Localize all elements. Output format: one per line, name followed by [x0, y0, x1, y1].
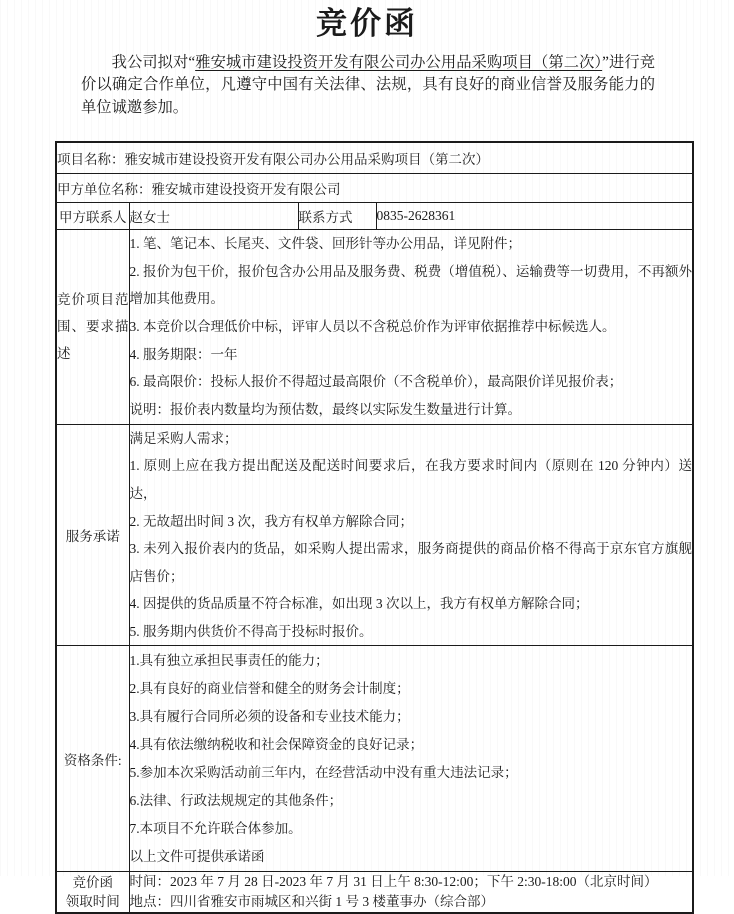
service-item: 3. 未列入报价表内的货品，如采购人提出需求，服务商提供的商品价格不得高于京东官方旗舰店售价； — [129, 541, 692, 584]
scope-item: 1. 笔、笔记本、长尾夹、文件袋、回形针等办公用品，详见附件； — [129, 236, 521, 252]
intro-suffix: ”进行竞价以确定合作单位，凡遵守中国有关法律、法规，具有良好的商业信誉及服务能力的单位诚邀参加。 — [81, 54, 655, 116]
service-item: 4. 因提供的货品质量不符合标准，如出现 3 次以上，我方有权单方解除合同； — [129, 596, 589, 612]
contact-person-name: 赵女士 — [129, 202, 298, 229]
service-item: 1. 原则上应在我方提出配送及配送时间要求后，在我方要求时间内（原则在 120 分钟内）送达， — [129, 458, 692, 501]
party-a-label: 甲方单位名称： — [57, 181, 152, 197]
qualification-item: 5.参加本次采购活动前三年内，在经营活动中没有重大违法记录； — [129, 764, 518, 780]
pickup-label-line2: 领取时间 — [65, 894, 120, 910]
row-scope — [56, 229, 693, 424]
pickup-time-value: 时间：2023 年 7 月 28 日-2023 年 7 月 31 日上午 8:30-12:00；下午 2:30-18:00（北京时间） — [129, 874, 658, 890]
scope-item: 2. 报价为包干价，报价包含办公用品及服务费、税费（增值税）、运输费等一切费用，不再额外增加其他费用。 — [129, 263, 692, 307]
qualification-content — [129, 646, 693, 872]
pickup-label-line1: 竞价函 — [72, 875, 113, 891]
qualification-item: 3.具有履行合同所必须的设备和专业技术能力； — [129, 708, 410, 724]
intro-prefix: 我公司拟对“ — [111, 54, 196, 71]
contact-method-label: 联系方式 — [298, 202, 376, 229]
scope-content — [129, 229, 693, 424]
service-commitment-content — [129, 424, 693, 646]
row-contact — [56, 202, 693, 229]
project-name-cell — [56, 142, 693, 173]
qualification-item: 4.具有依法缴纳税收和社会保障资金的良好记录； — [129, 736, 424, 752]
qualification-item: 以上文件可提供承诺函 — [129, 848, 265, 864]
qualification-item: 1.具有独立承担民事责任的能力； — [129, 652, 329, 668]
service-item: 2. 无故超出时间 3 次，我方有权单方解除合同； — [129, 513, 413, 529]
document-title: 竞价函 — [316, 6, 418, 41]
qualification-item: 6.法律、行政法规规定的其他条件； — [129, 792, 343, 808]
contact-person-label: 甲方联系人 — [56, 202, 129, 229]
row-service-commitment — [56, 424, 693, 646]
intro-project-name-underlined: 雅安城市建设投资开发有限公司办公用品采购项目（第二次） — [195, 54, 603, 71]
pickup-time-content — [129, 872, 693, 914]
row-qualification — [56, 646, 693, 872]
service-item: 5. 服务期内供货价不得高于投标时报价。 — [129, 623, 373, 639]
row-pickup-time — [56, 872, 693, 914]
pickup-time-label — [56, 872, 129, 914]
scope-label: 竞价项目范围、要求描述 — [56, 229, 129, 424]
pickup-place-value: 地点：四川省雅安市雨城区和兴街 1 号 3 楼董事办（综合部） — [129, 894, 494, 910]
scope-item: 说明：报价表内数量均为预估数，最终以实际发生数量进行计算。 — [129, 401, 521, 417]
project-name-value: 雅安城市建设投资开发有限公司办公用品采购项目（第二次） — [124, 151, 489, 167]
qualification-item: 2.具有良好的商业信誉和健全的财务会计制度； — [129, 680, 410, 696]
scope-item: 4. 服务期限：一年 — [129, 346, 238, 362]
scope-item: 3. 本竞价以合理低价中标，评审人员以不含税总价作为评审依据推荐中标候选人。 — [129, 318, 616, 334]
qualification-item: 7.本项目不允许联合体参加。 — [129, 820, 302, 836]
service-item: 满足采购人需求； — [129, 430, 238, 446]
row-party-a-name — [56, 173, 693, 202]
project-name-label: 项目名称： — [57, 151, 125, 167]
bid-info-table — [55, 141, 694, 914]
qualification-label: 资格条件: — [56, 646, 129, 872]
party-a-cell — [56, 173, 693, 202]
row-project-name — [56, 142, 693, 173]
contact-phone-number: 0835-2628361 — [376, 202, 693, 229]
scope-item: 6. 最高限价：投标人报价不得超过最高限价（不含税单价），最高限价详见报价表； — [129, 374, 623, 390]
party-a-value: 雅安城市建设投资开发有限公司 — [151, 181, 341, 197]
service-commitment-label: 服务承诺 — [56, 424, 129, 646]
intro-paragraph — [81, 52, 655, 119]
